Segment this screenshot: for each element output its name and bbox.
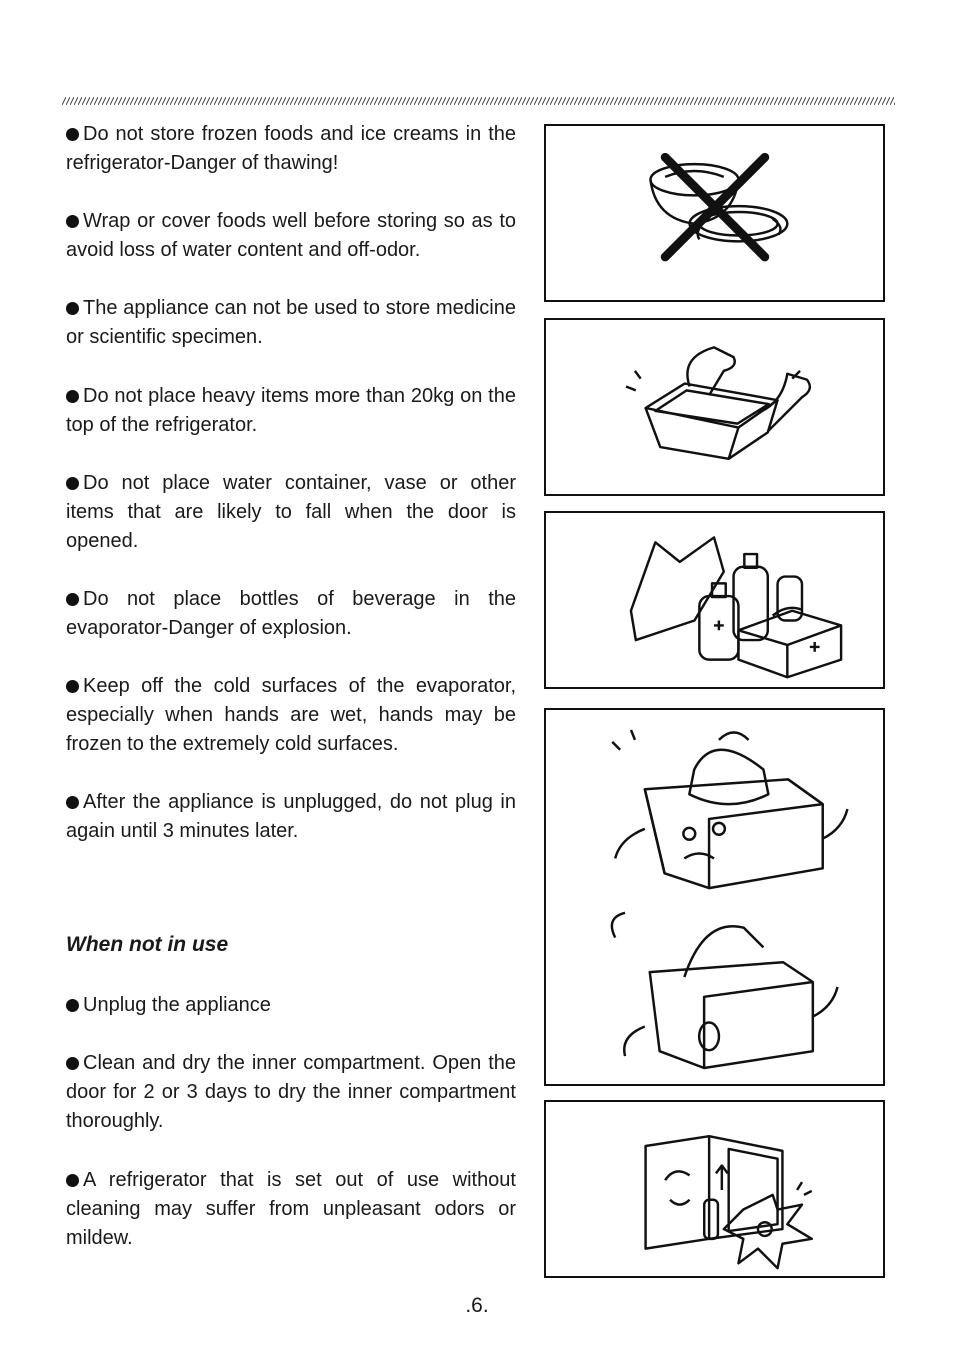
heavy-items-on-refrigerator-icon xyxy=(546,710,883,1084)
bullet-dot-icon xyxy=(66,1057,79,1070)
illustration-panel-frozen xyxy=(544,124,885,302)
medicine-bottles-and-first-aid-kit-icon xyxy=(546,513,883,687)
bullet-frozen-foods: Do not store frozen foods and ice creams in the refrigerator-Danger of thawing! xyxy=(66,123,516,174)
bullet-heavy-items: Do not place heavy items more than 20kg on the top of the refrigerator. xyxy=(66,385,516,436)
bullet-dot-icon xyxy=(66,999,79,1012)
bullet-no-medicine: The appliance can not be used to store medicine or scientific specimen. xyxy=(66,297,516,348)
illustration-panel-door-open xyxy=(544,1100,885,1278)
bullet-water-container: Do not place water container, vase or other items that are likely to fall when the door is opened. xyxy=(66,472,516,552)
bullet-clean-dry: Clean and dry the inner compartment. Open the door for 2 or 3 days to dry the inner compartment thoroughly. xyxy=(66,1052,516,1132)
bullet-beverage-bottles: Do not place bottles of beverage in the evaporator-Danger of explosion. xyxy=(66,588,516,639)
bullet-dot-icon xyxy=(66,593,79,606)
bullet-unplug-wait: After the appliance is unplugged, do not plug in again until 3 minutes later. xyxy=(66,791,516,842)
bullet-dot-icon xyxy=(66,302,79,315)
bullet-cold-surfaces: Keep off the cold surfaces of the evaporator, especially when hands are wet, hands may be frozen to the extremely cold surfaces. xyxy=(66,675,516,755)
bullet-odors-mildew: A refrigerator that is set out of use without cleaning may suffer from unpleasant odors or mildew. xyxy=(66,1169,516,1249)
bullet-dot-icon xyxy=(66,128,79,141)
decorative-top-rule xyxy=(62,95,895,107)
bullet-dot-icon xyxy=(66,680,79,693)
bullet-dot-icon xyxy=(66,215,79,228)
crossed-out-ice-cream-dish-icon xyxy=(546,126,883,300)
hands-covering-container-icon xyxy=(546,320,883,494)
illustration-panel-medicine xyxy=(544,511,885,689)
bullet-dot-icon xyxy=(66,1174,79,1187)
bullet-wrap-foods: Wrap or cover foods well before storing so as to avoid loss of water content and off-odor. xyxy=(66,210,516,261)
illustration-panel-wrap xyxy=(544,318,885,496)
bullet-dot-icon xyxy=(66,796,79,809)
bullet-unplug-appliance: Unplug the appliance xyxy=(66,991,516,1020)
section-heading-not-in-use: When not in use xyxy=(66,933,229,956)
illustration-panel-heavy-items xyxy=(544,708,885,1086)
open-door-bottle-explosion-icon xyxy=(546,1102,883,1276)
page-number: .6. xyxy=(465,1294,489,1317)
bullet-dot-icon xyxy=(66,477,79,490)
bullet-dot-icon xyxy=(66,390,79,403)
